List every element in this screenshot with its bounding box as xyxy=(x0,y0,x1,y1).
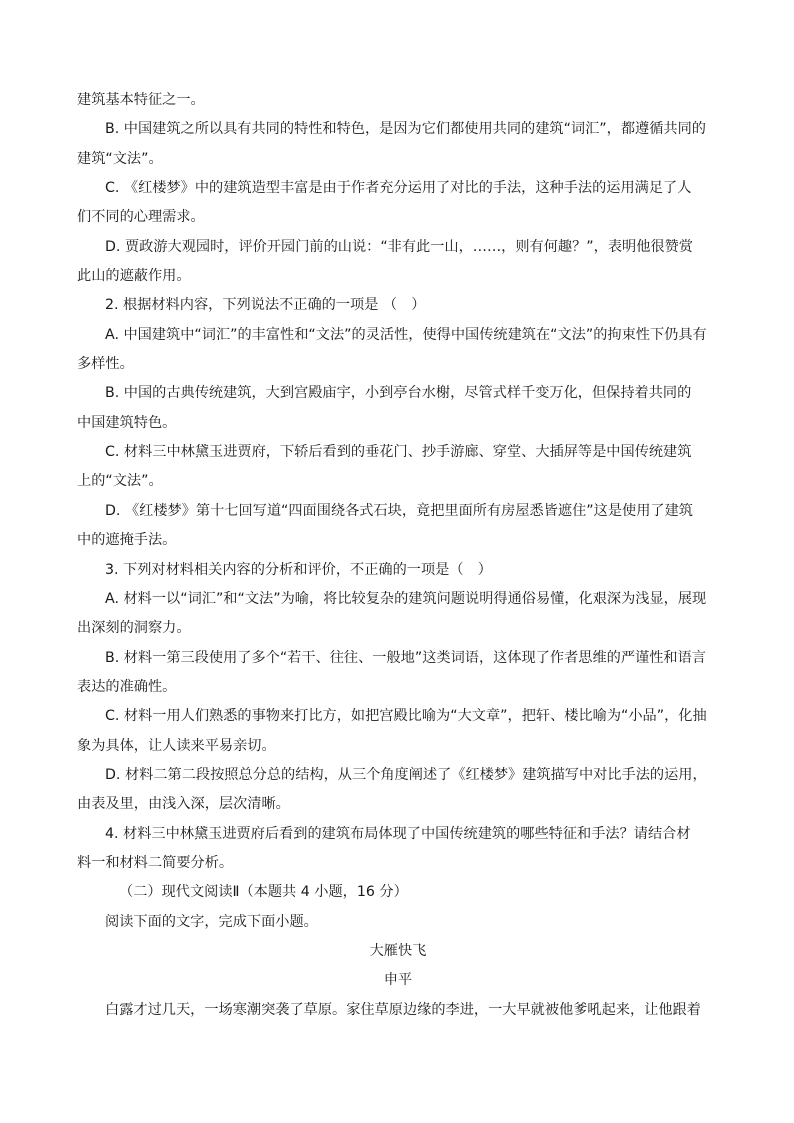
text-line: 4. 材料三中林黛玉进贾府后看到的建筑布局体现了中国传统建筑的哪些特征和手法？请结合材 xyxy=(105,825,691,842)
text-line: B. 中国建筑之所以具有共同的特性和特色，是因为它们都使用共同的建筑“词汇”，都遵循共同的 xyxy=(105,121,706,138)
text-line: （二）现代文阅读Ⅱ（本题共 4 小题，16 分） xyxy=(119,884,408,901)
text-line: B. 材料一第三段使用了多个“若干、往往、一般地”这类词语，这体现了作者思维的严谨性和语言 xyxy=(105,649,706,666)
text-line: C. 材料一用人们熟悉的事物来打比方，如把宫殿比喻为“大文章”，把轩、楼比喻为“小品”，化抽 xyxy=(105,708,707,725)
text-line: 建筑“文法”。 xyxy=(77,150,163,167)
text-line: 出深刻的洞察力。 xyxy=(77,620,191,637)
text-line: D. 贾政游大观园时，评价开园门前的山说：“非有此一山，……，则有何趣？”，表明他很赞赏 xyxy=(105,238,693,255)
text-line: 中的遮掩手法。 xyxy=(77,532,177,549)
text-line: 此山的遮蔽作用。 xyxy=(77,268,191,285)
text-line: 由表及里，由浅入深，层次清晰。 xyxy=(77,796,290,813)
text-line: B. 中国的古典传统建筑，大到宫殿庙宇，小到亭台水榭，尽管式样千变万化，但保持着共同的 xyxy=(105,385,692,402)
text-line: C. 材料三中林黛玉进贾府，下轿后看到的垂花门、抄手游廊、穿堂、大插屏等是中国传统建筑 xyxy=(105,444,692,461)
text-line: 们不同的心理需求。 xyxy=(77,209,205,226)
text-line: A. 中国建筑中“词汇”的丰富性和“文法”的灵活性，使得中国传统建筑在“文法”的拘束性下仍具有 xyxy=(105,326,707,343)
text-line: 2. 根据材料内容，下列说法不正确的一项是 （ ） xyxy=(105,297,426,314)
text-line: 多样性。 xyxy=(77,356,134,373)
text-line: 建筑基本特征之一。 xyxy=(77,92,205,108)
document-body xyxy=(77,86,719,1025)
text-line: A. 材料一以“词汇”和“文法”为喻，将比较复杂的建筑问题说明得通俗易懂，化艰深为浅显，展现 xyxy=(105,590,707,607)
text-line: 阅读下面的文字，完成下面小题。 xyxy=(105,913,318,930)
text-line: D. 材料二第二段按照总分总的结构，从三个角度阐述了《红楼梦》建筑描写中对比手法的运用， xyxy=(105,766,707,783)
text-line: D. 《红楼梦》第十七回写道“四面围绕各式石块，竟把里面所有房屋悉皆遮住”这是使用了建筑 xyxy=(105,502,693,519)
text-line: 3. 下列对材料相关内容的分析和评价，不正确的一项是（ ） xyxy=(105,561,492,578)
heading-line: 大雁快飞 xyxy=(369,942,427,959)
text-line: 料一和材料二简要分析。 xyxy=(77,854,234,871)
text-line: 中国建筑特色。 xyxy=(77,414,177,431)
text-line: 象为具体，让人读来平易亲切。 xyxy=(77,737,276,754)
heading-line: 申平 xyxy=(383,972,413,989)
text-line: 上的“文法”。 xyxy=(77,473,163,490)
text-line: C. 《红楼梦》中的建筑造型丰富是由于作者充分运用了对比的手法，这种手法的运用满足了人 xyxy=(105,180,692,197)
text-line: 白露才过几天，一场寒潮突袭了草原。家住草原边缘的李进，一大早就被他爹吼起来，让他跟着 xyxy=(105,1001,701,1018)
text-line: 表达的准确性。 xyxy=(77,678,177,695)
